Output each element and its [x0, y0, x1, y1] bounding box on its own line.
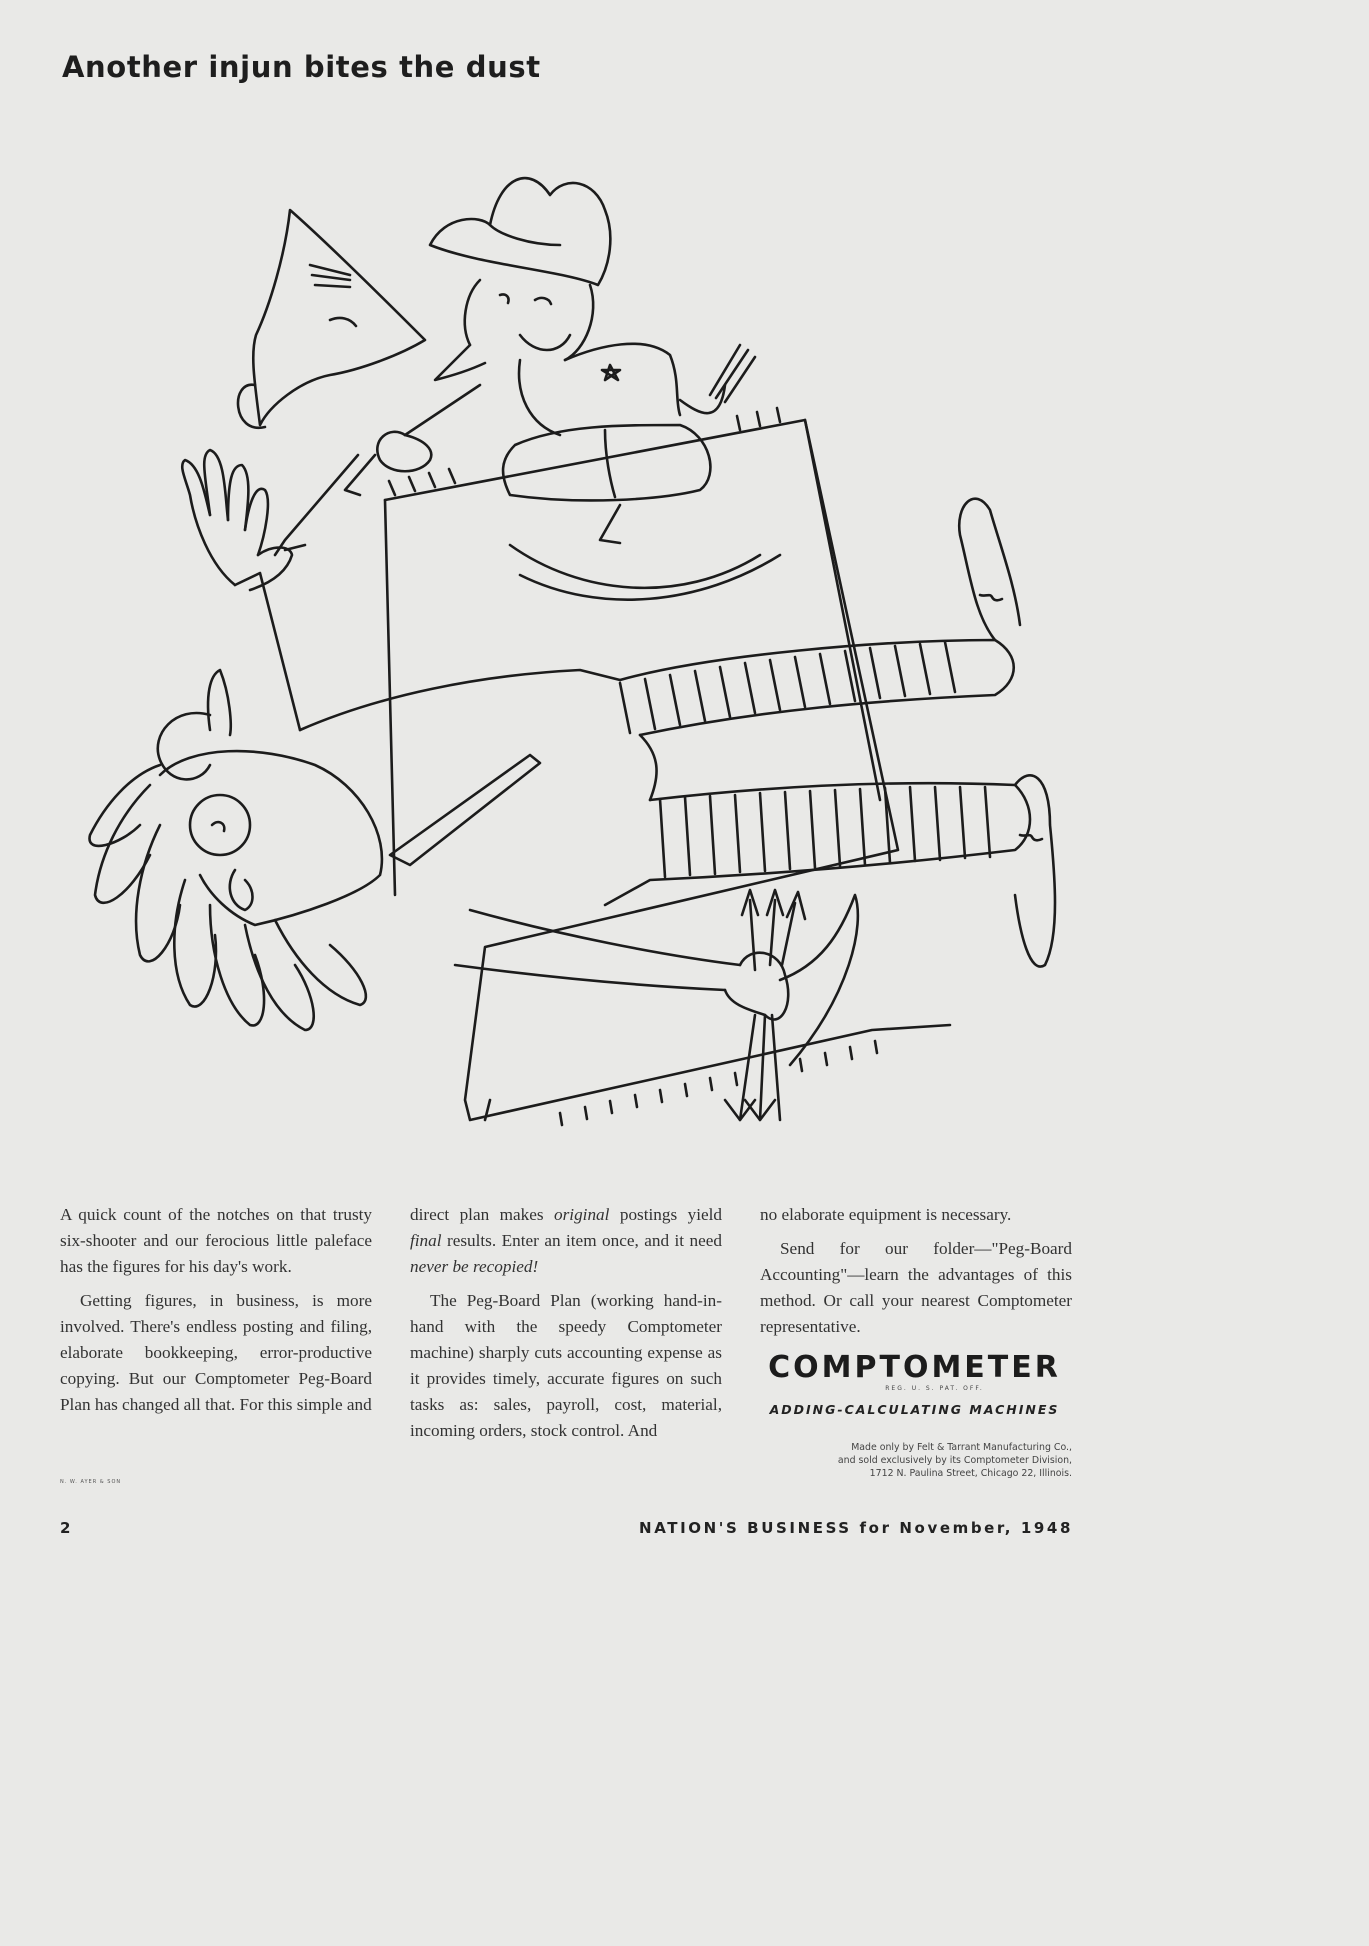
agency-credit: N. W. AYER & SON: [60, 1479, 122, 1485]
body-paragraph: A quick count of the notches on that trusty six-shooter and our ferocious little paleface has the figures for his day's work.: [60, 1205, 372, 1276]
body-text: results. Enter an item once, and it need: [441, 1231, 722, 1250]
body-column-3: [760, 1202, 1072, 1348]
publication-footer: NATION'S BUSINESS for November, 1948: [639, 1519, 1073, 1537]
body-text: direct plan makes: [410, 1205, 555, 1224]
body-emphasis: final: [410, 1231, 442, 1250]
brand-trademark: REG. U. S. PAT. OFF.: [885, 1385, 984, 1392]
body-emphasis: original: [554, 1205, 610, 1224]
comptometer-logo: [757, 1352, 1072, 1417]
body-paragraph: no elaborate equipment is necessary.: [760, 1205, 1012, 1224]
manufacturer-line: and sold exclusively by its Comptometer Division,: [837, 1455, 1072, 1466]
brand-tagline: ADDING-CALCULATING MACHINES: [769, 1402, 1060, 1417]
manufacturer-line: Made only by Felt & Tarrant Manufacturing Co.,: [851, 1442, 1072, 1453]
body-paragraph: The Peg-Board Plan (working hand-in-hand with the speedy Comptometer machine) sharply cuts accounting expense as it provides timely, accurate figures on such tasks as: sales, payroll, cost, material, incoming orders, stock control. And: [410, 1291, 722, 1440]
body-paragraph: Getting figures, in business, is more involved. There's endless posting and filing, elaborate bookkeeping, error-productive copying. But our Comptometer Peg-Board Plan has changed all that. For this simple and: [60, 1291, 372, 1414]
rug-drawing: [385, 408, 950, 1125]
cowboy-on-hobby-horse-illustration: [60, 135, 1070, 1155]
body-paragraph: [410, 1202, 722, 1280]
body-text: postings yield: [609, 1205, 722, 1224]
body-column-1: [60, 1202, 372, 1426]
body-emphasis: never be recopied!: [410, 1257, 539, 1276]
headline: Another injun bites the dust: [62, 50, 541, 84]
cowboy-drawing: [345, 178, 755, 543]
manufacturer-line: 1712 N. Paulina Street, Chicago 22, Illinois.: [869, 1468, 1072, 1479]
body-paragraph: Send for our folder—"Peg-Board Accounting"—learn the advantages of this method. Or call your nearest Comptometer representative.: [760, 1239, 1072, 1336]
manufacturer-note: [760, 1441, 1072, 1480]
body-column-2: [410, 1202, 722, 1452]
page-number: 2: [60, 1519, 71, 1537]
hobby-horse-drawing: [238, 210, 780, 600]
brand-name: COMPTOMETER: [768, 1350, 1061, 1385]
indian-figure-drawing: [90, 450, 1055, 1120]
